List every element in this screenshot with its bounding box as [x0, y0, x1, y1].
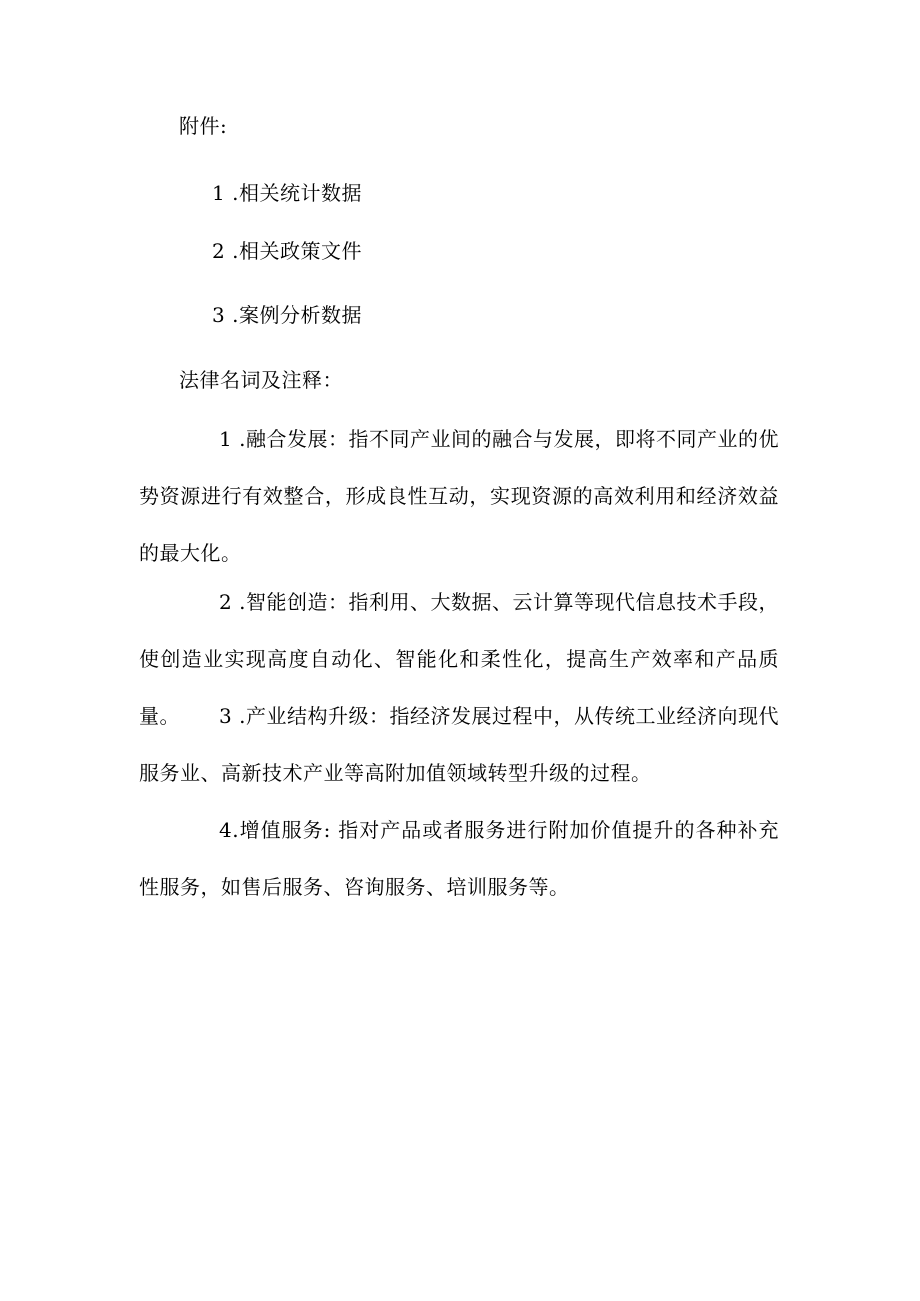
attachment-item-2: 2 .相关政策文件 [212, 239, 362, 263]
glossary-entry-2: 2 .智能创造：指利用、大数据、云计算等现代信息技术手段，使创造业实现高度自动化、智能化和柔性化，提高生产效率和产品质量。 [139, 590, 779, 728]
attachment-item-3: 3 .案例分析数据 [212, 303, 362, 327]
attachments-heading: 附件: [179, 114, 228, 138]
glossary-heading: 法律名词及注释： [179, 368, 343, 392]
glossary-entry-4: 4.增值服务: 指对产品或者服务进行附加价值提升的各种补充性服务，如售后服务、咨询服务、培训服务等。 [139, 818, 779, 899]
glossary-entry-3: 3 .产业结构升级：指经济发展过程中，从传统工业经济向现代服务业、高新技术产业等高附加值领域转型升级的过程。 [139, 704, 779, 785]
glossary-entry-1: 1 .融合发展：指不同产业间的融合与发展，即将不同产业的优势资源进行有效整合，形成良性互动，实现资源的高效利用和经济效益的最大化。 [139, 427, 779, 565]
attachment-item-1: 1 .相关统计数据 [212, 181, 362, 205]
